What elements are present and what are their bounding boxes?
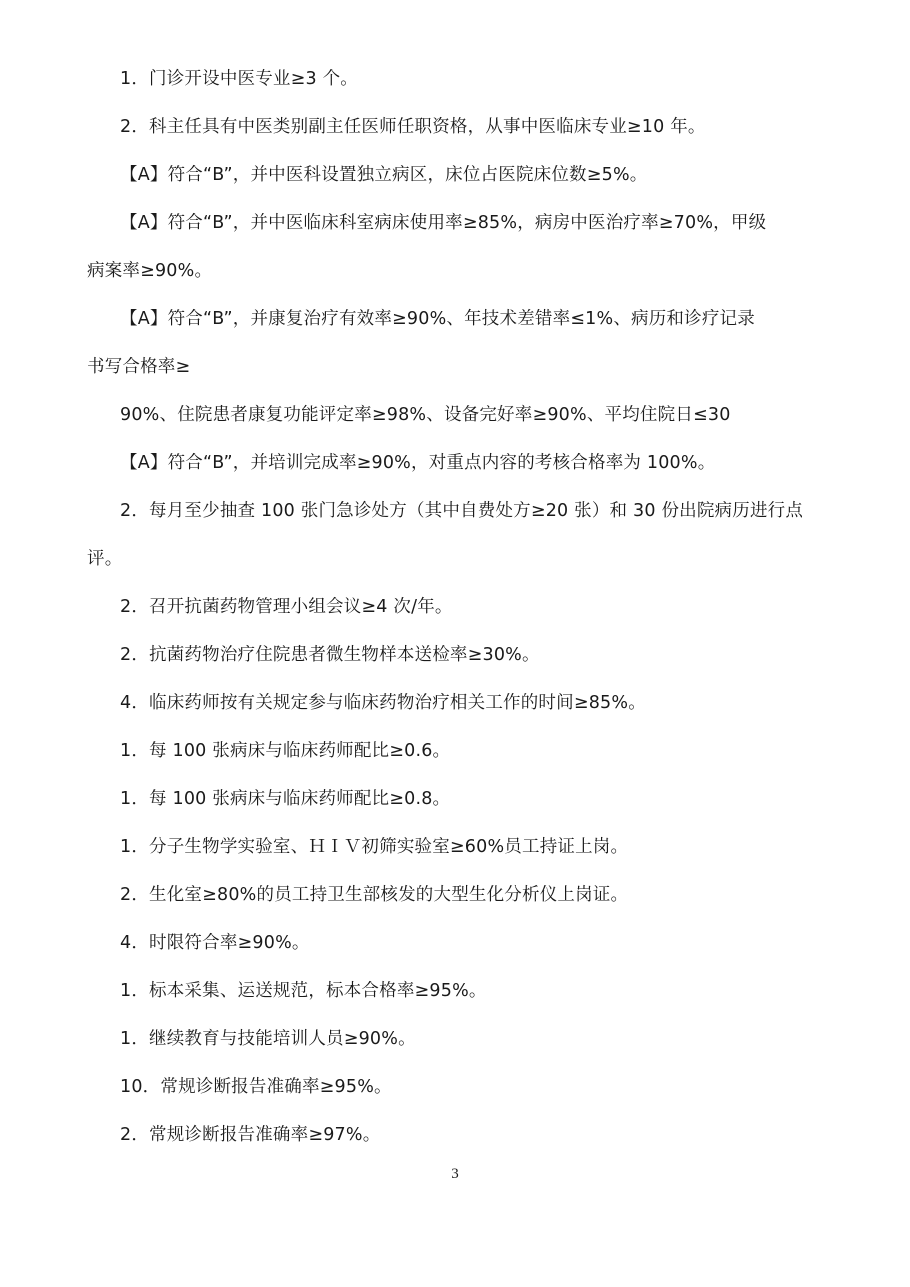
paragraph-line: 1．每 100 张病床与临床药师配比≥0.8。: [120, 789, 451, 809]
paragraph-line: 【A】符合“B”，并中医临床科室病床使用率≥85%，病房中医治疗率≥70%，甲级: [120, 213, 767, 233]
paragraph-line: 2．科主任具有中医类别副主任医师任职资格，从事中医临床专业≥10 年。: [120, 117, 706, 137]
paragraph-line: 1．分子生物学实验室、ＨＩＶ初筛实验室≥60%员工持证上岗。: [120, 837, 629, 857]
paragraph-line: 1．门诊开设中医专业≥3 个。: [120, 69, 358, 89]
paragraph-line: 2．召开抗菌药物管理小组会议≥4 次/年。: [120, 597, 453, 617]
paragraph-line: 2．抗菌药物治疗住院患者微生物样本送检率≥30%。: [120, 645, 540, 665]
paragraph-line: 【A】符合“B”，并中医科设置独立病区，床位占医院床位数≥5%。: [120, 165, 648, 185]
paragraph-line: 1．标本采集、运送规范，标本合格率≥95%。: [120, 981, 487, 1001]
paragraph-line: 书写合格率≥: [87, 357, 191, 377]
paragraph-line: 2．生化室≥80%的员工持卫生部核发的大型生化分析仪上岗证。: [120, 885, 629, 905]
paragraph-line: 4．临床药师按有关规定参与临床药物治疗相关工作的时间≥85%。: [120, 693, 646, 713]
paragraph-line: 病案率≥90%。: [87, 261, 213, 281]
paragraph-line: 1．继续教育与技能培训人员≥90%。: [120, 1029, 416, 1049]
paragraph-line: 【A】符合“B”，并康复治疗有效率≥90%、年技术差错率≤1%、病历和诊疗记录: [120, 309, 755, 329]
paragraph-line: 评。: [87, 549, 123, 569]
paragraph-line: 4．时限符合率≥90%。: [120, 933, 310, 953]
paragraph-line: 2．常规诊断报告准确率≥97%。: [120, 1125, 381, 1145]
paragraph-line: 【A】符合“B”，并培训完成率≥90%，对重点内容的考核合格率为 100%。: [120, 453, 716, 473]
paragraph-line: 90%、住院患者康复功能评定率≥98%、设备完好率≥90%、平均住院日≤30: [120, 405, 731, 425]
paragraph-line: 1．每 100 张病床与临床药师配比≥0.6。: [120, 741, 451, 761]
page-number: 3: [451, 1166, 459, 1182]
paragraph-line: 2．每月至少抽查 100 张门急诊处方（其中自费处方≥20 张）和 30 份出院病历进行点: [120, 501, 804, 521]
paragraph-line: 10．常规诊断报告准确率≥95%。: [120, 1077, 392, 1097]
